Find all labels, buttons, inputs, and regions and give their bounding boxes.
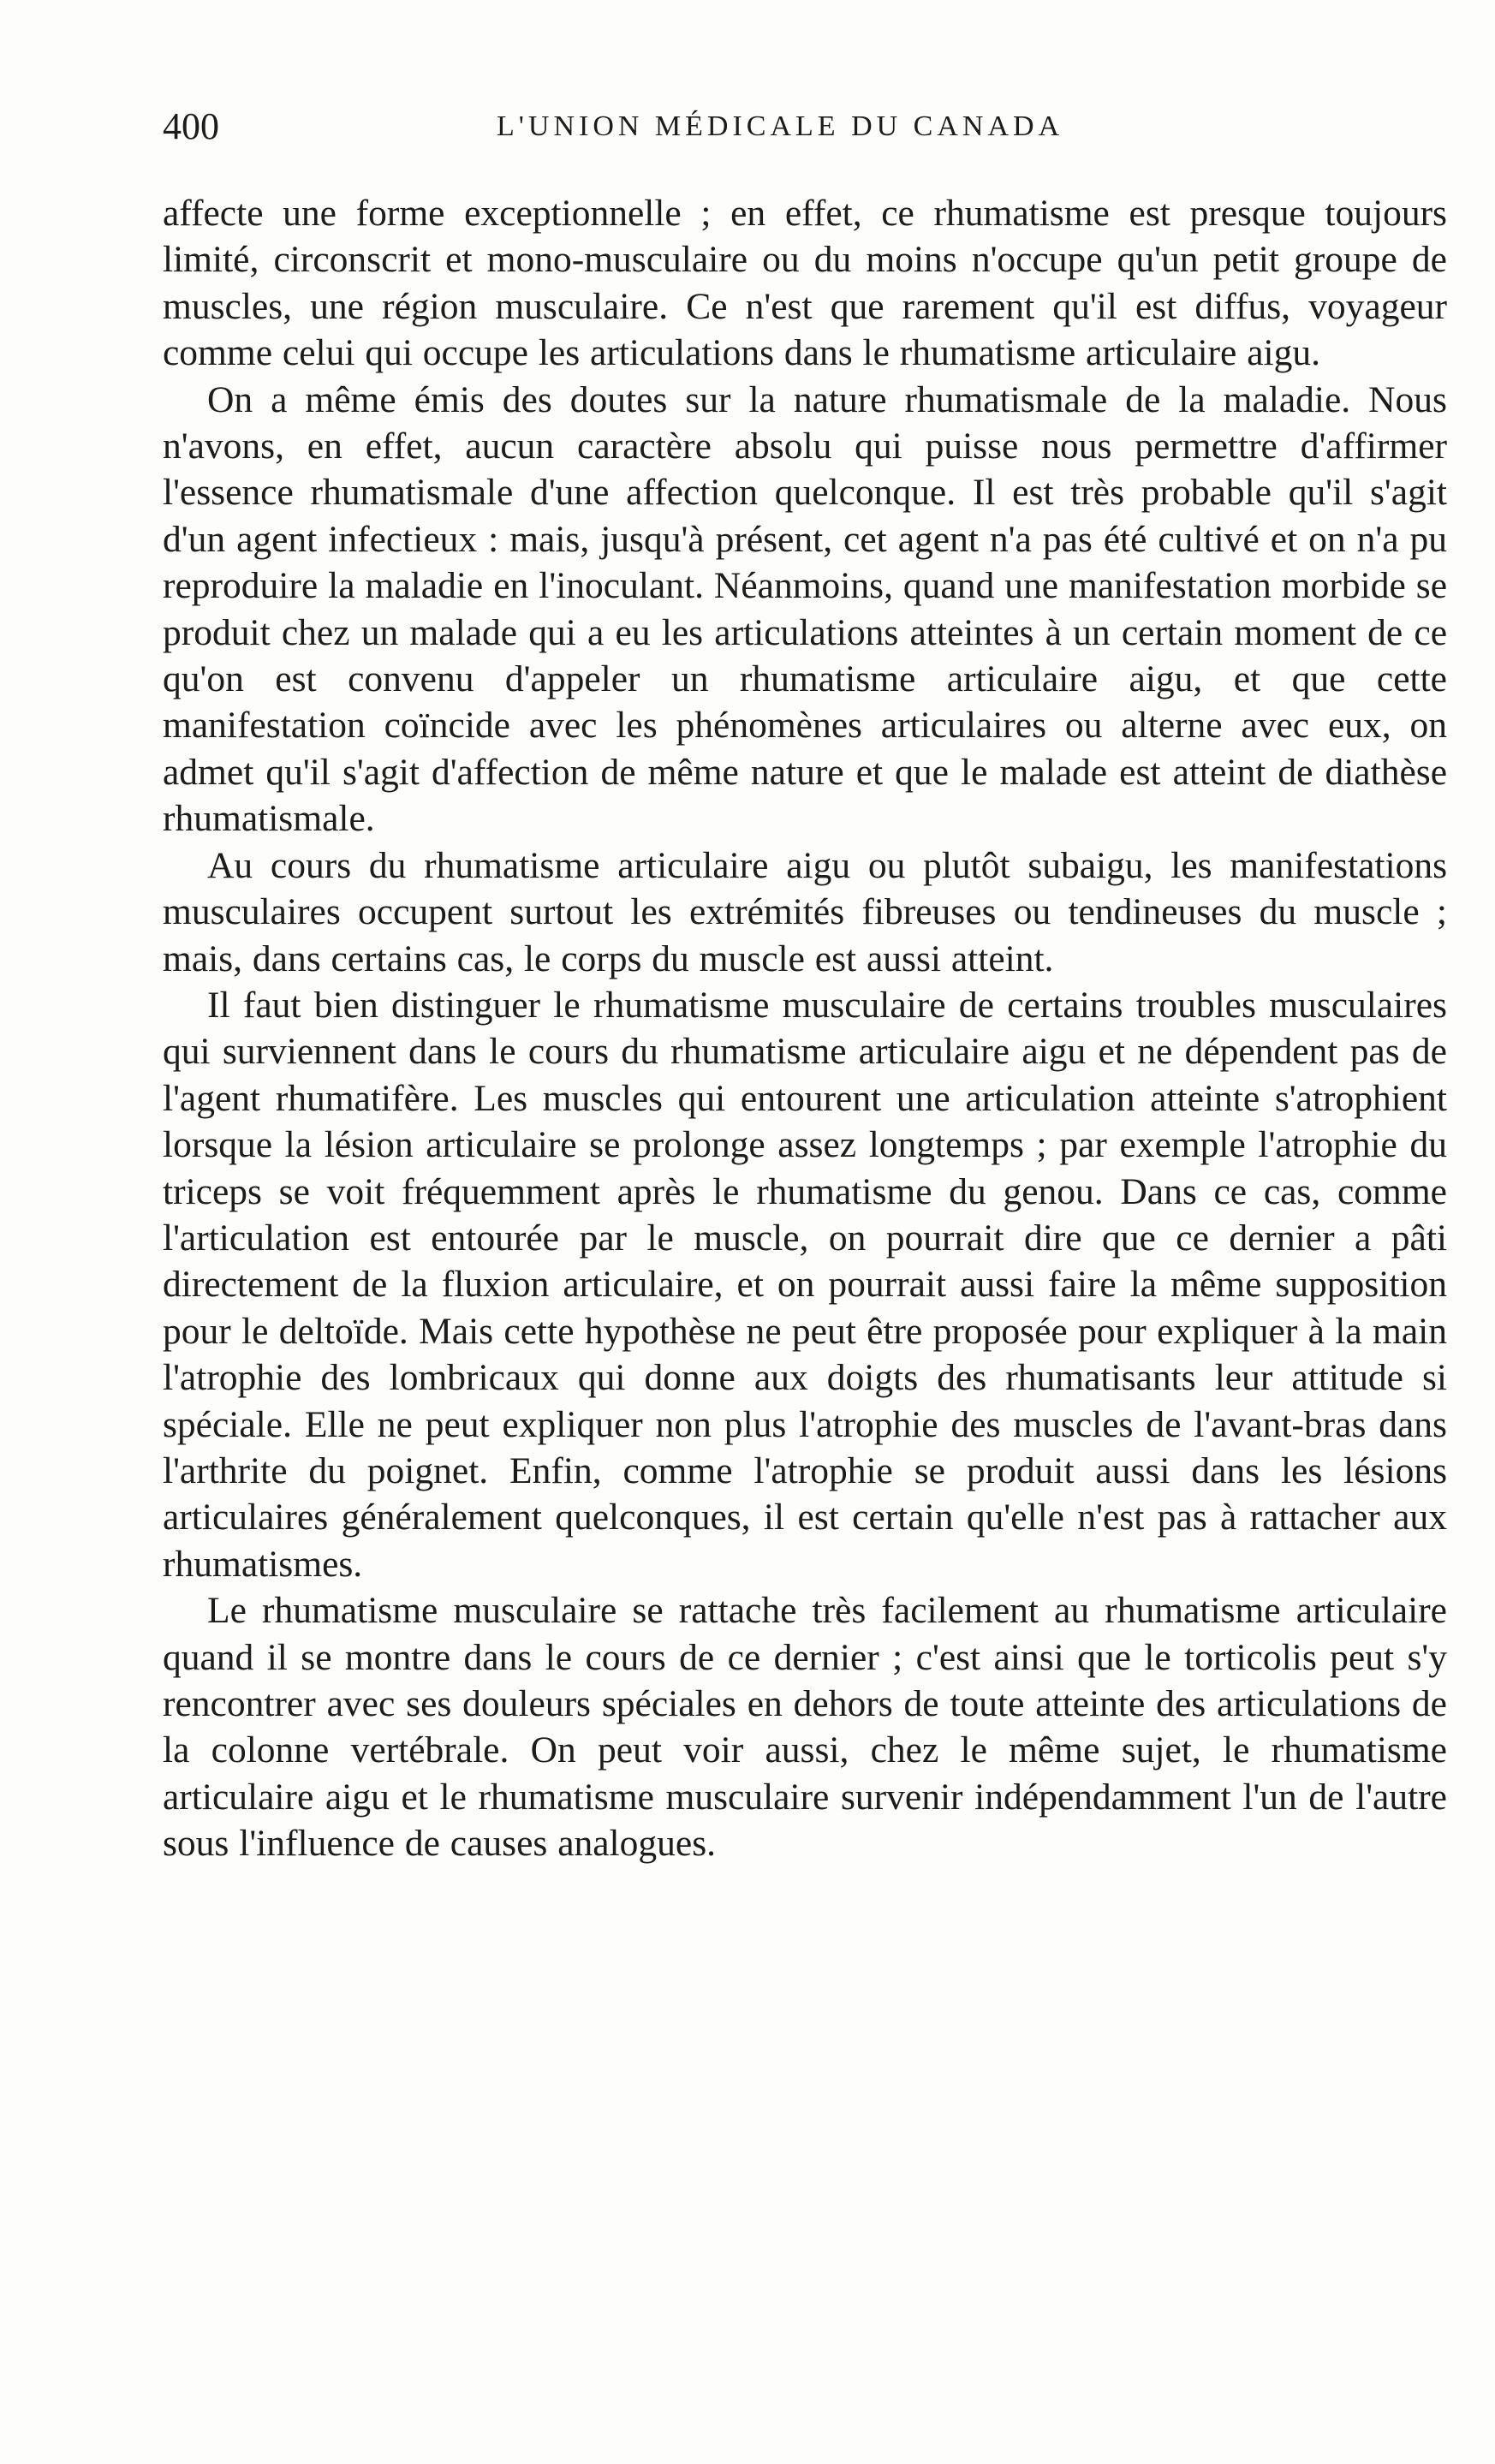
body-text [163,190,1447,1867]
journal-title: L'UNION MÉDICALE DU CANADA [497,110,1064,142]
paragraph-muscular-troubles: Il faut bien distinguer le rhumatisme musculaire de certains troubles musculaires qui surviennent dans le cours du rhumatisme articulaire aigu et ne dépendent pas de l'agent rhumatifère. Les muscles qui entourent une articulation atteinte s'atrophient lorsque la lésion articulaire se prolonge assez longtemps ; par exemple l'atrophie du triceps se voit fréquemment après le rhumatisme du genou. Dans ce cas, comme l'articulation est entourée par le muscle, on pourrait dire que ce dernier a pâti directement de la fluxion articulaire, et on pourrait aussi faire la même supposition pour le deltoïde. Mais cette hypothèse ne peut être proposée pour expliquer à la main l'atrophie des lombricaux qui donne aux doigts des rhumatisants leur attitude si spéciale. Elle ne peut expliquer non plus l'atrophie des muscles de l'avant-bras dans l'arthrite du poignet. Enfin, comme l'atrophie se produit aussi dans les lésions articulaires généralement quelconques, il est certain qu'elle n'est pas à rattacher aux rhumatismes. [163,984,1447,1585]
paragraph-nature-of-disease: On a même émis des doutes sur la nature rhumatismale de la maladie. Nous n'avons, en effet, aucun caractère absolu qui puisse nous permettre d'affirmer l'essence rhumatismale d'une affection quelconque. Il est très probable qu'il s'agit d'un agent infectieux : mais, jusqu'à présent, cet agent n'a pas été cultivé et on n'a pu reproduire la maladie en l'inoculant. Néanmoins, quand une manifestation morbide se produit chez un malade qui a eu les articulations atteintes à un certain moment de ce qu'on est convenu d'appeler un rhumatisme articulaire aigu, et que cette manifestation coïncide avec les phénomènes articulaires ou alterne avec eux, on admet qu'il s'agit d'affection de même nature et que le malade est atteint de diathèse rhumatismale. [163,378,1447,840]
page-number: 400 [163,105,219,147]
running-head [163,101,1447,152]
paragraph-torticollis: Le rhumatisme musculaire se rattache très facilement au rhumatisme articulaire quand il se montre dans le cours de ce dernier ; c'est ainsi que le torticolis peut s'y rencontrer avec ses douleurs spéciales en dehors de toute atteinte des articulations de la colonne vertébrale. On peut voir aussi, chez le même sujet, le rhumatisme articulaire aigu et le rhumatisme musculaire survenir indépendamment l'un de l'autre sous l'influence de causes analogues. [163,1590,1447,1865]
paragraph-subacute-course: Au cours du rhumatisme articulaire aigu ou plutôt subaigu, les manifestations musculaires occupent surtout les extrémités fibreuses ou tendineuses du muscle ; mais, dans certains cas, le corps du muscle est aussi atteint. [163,844,1447,979]
paragraph-continuation: affecte une forme exceptionnelle ; en effet, ce rhumatisme est presque toujours limité, circonscrit et mono-musculaire ou du moins n'occupe qu'un petit groupe de muscles, une région musculaire. Ce n'est que rarement qu'il est diffus, voyageur comme celui qui occupe les articulations dans le rhumatisme articulaire aigu. [163,193,1447,374]
